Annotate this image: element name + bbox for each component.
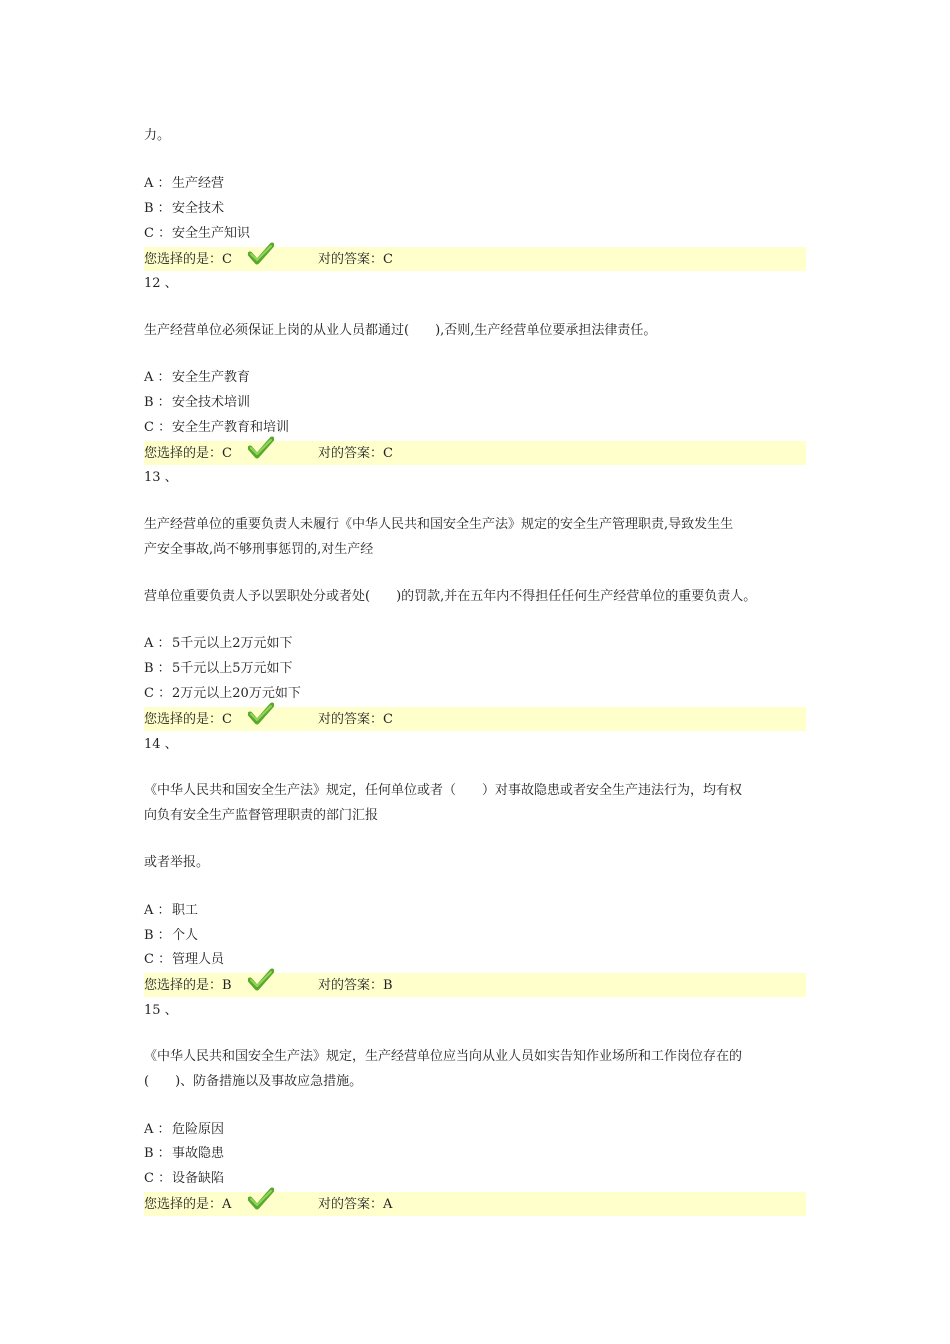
check-icon <box>248 435 274 461</box>
q12-option-a <box>144 369 250 387</box>
option-text: 5千元以上2万元如下 <box>172 636 293 651</box>
option-label: B ： <box>144 395 171 410</box>
option-label: C ： <box>144 420 172 435</box>
q11-answer-bar <box>144 247 806 271</box>
q14-option-a <box>144 902 198 920</box>
option-text: 危险原因 <box>172 1122 225 1137</box>
q15-answer-bar <box>144 1192 806 1216</box>
q13-option-c <box>144 685 301 703</box>
chosen-answer: 您选择的是：C <box>144 446 232 461</box>
option-label: B ： <box>144 1146 171 1161</box>
option-text: 安全生产知识 <box>172 226 251 241</box>
q13-option-a <box>144 635 293 653</box>
option-label: B ： <box>144 661 171 676</box>
option-text: 安全生产教育 <box>172 370 251 385</box>
option-text: 生产经营 <box>172 176 225 191</box>
chosen-answer: 您选择的是：C <box>144 252 232 267</box>
correct-answer: 对的答案：C <box>318 446 393 461</box>
question-13-text-line2: 产安全事故,尚不够刑事惩罚的,对生产经 <box>144 542 374 557</box>
question-14-number: 14 、 <box>144 737 178 752</box>
q15-option-c <box>144 1170 224 1188</box>
q15-option-a <box>144 1121 224 1139</box>
q14-option-c <box>144 951 224 969</box>
option-text: 安全技术 <box>172 201 225 216</box>
question-14-text-line2: 向负有安全生产监督管理职责的部门汇报 <box>144 808 379 823</box>
q14-answer-bar <box>144 973 806 997</box>
correct-answer: 对的答案：B <box>318 978 393 993</box>
question-12-number: 12 、 <box>144 276 178 291</box>
question-13-number: 13 、 <box>144 470 178 485</box>
check-icon <box>248 241 274 267</box>
question-15-text-line1: 《中华人民共和国安全生产法》规定，生产经营单位应当向从业人员如实告知作业场所和工作岗位存在的 <box>144 1049 743 1064</box>
question-14-text-line3: 或者举报。 <box>144 855 210 870</box>
option-text: 职工 <box>172 903 199 918</box>
question-14-text-line1: 《中华人民共和国安全生产法》规定，任何单位或者（ ）对事故隐患或者安全生产违法行为，均有权 <box>144 783 743 798</box>
q13-option-b <box>144 660 293 678</box>
question-15-number: 15 、 <box>144 1003 178 1018</box>
option-text: 2万元以上20万元如下 <box>172 686 301 701</box>
option-label: C ： <box>144 686 172 701</box>
question-13-text-line1: 生产经营单位的重要负责人未履行《中华人民共和国安全生产法》规定的安全生产管理职责,导致发生生 <box>144 517 734 532</box>
option-label: C ： <box>144 226 172 241</box>
option-label: A ： <box>144 176 171 191</box>
question-15-text-line2: ( )、防备措施以及事故应急措施。 <box>144 1074 363 1089</box>
option-label: A ： <box>144 1122 171 1137</box>
option-label: B ： <box>144 928 171 943</box>
question-12-text: 生产经营单位必须保证上岗的从业人员都通过( ),否则,生产经营单位要承担法律责任。 <box>144 323 657 338</box>
option-label: A ： <box>144 903 171 918</box>
q13-answer-bar <box>144 707 806 731</box>
correct-answer: 对的答案：C <box>318 712 393 727</box>
option-text: 管理人员 <box>172 952 225 967</box>
option-text: 安全生产教育和培训 <box>172 420 290 435</box>
q12-option-b <box>144 394 250 412</box>
question-11-fragment: 力。 <box>144 128 171 143</box>
q11-option-b <box>144 200 224 218</box>
option-label: A ： <box>144 370 171 385</box>
option-label: C ： <box>144 952 172 967</box>
option-text: 安全技术培训 <box>172 395 251 410</box>
check-icon <box>248 1186 274 1212</box>
option-text: 设备缺陷 <box>172 1171 225 1186</box>
correct-answer: 对的答案：A <box>318 1197 393 1212</box>
chosen-answer: 您选择的是：B <box>144 978 232 993</box>
option-text: 5千元以上5万元如下 <box>172 661 293 676</box>
correct-answer: 对的答案：C <box>318 252 393 267</box>
option-label: A ： <box>144 636 171 651</box>
q14-option-b <box>144 927 198 945</box>
question-13-text-line3: 营单位重要负责人予以罢职处分或者处( )的罚款,并在五年内不得担任任何生产经营单位的重要负责人。 <box>144 589 757 604</box>
q11-option-c <box>144 225 250 243</box>
q15-option-b <box>144 1145 224 1163</box>
chosen-answer: 您选择的是：A <box>144 1197 232 1212</box>
q11-option-a <box>144 175 224 193</box>
check-icon <box>248 701 274 727</box>
chosen-answer: 您选择的是：C <box>144 712 232 727</box>
check-icon <box>248 967 274 993</box>
option-label: B ： <box>144 201 171 216</box>
option-label: C ： <box>144 1171 172 1186</box>
q12-answer-bar <box>144 441 806 465</box>
option-text: 事故隐患 <box>172 1146 225 1161</box>
option-text: 个人 <box>172 928 199 943</box>
